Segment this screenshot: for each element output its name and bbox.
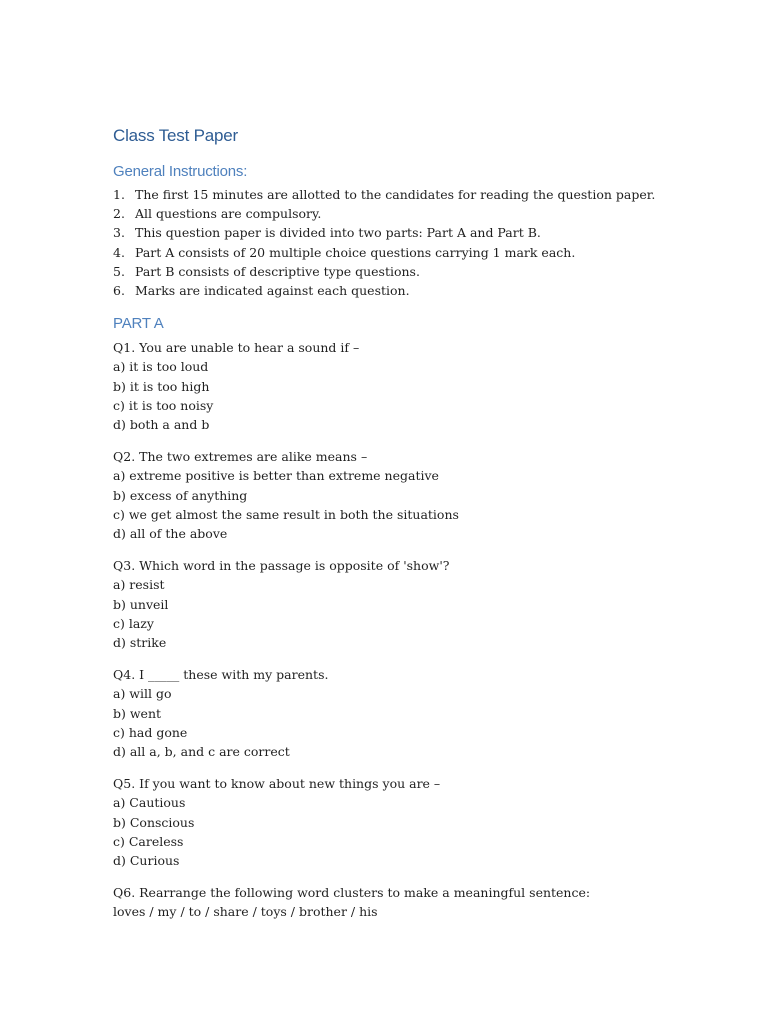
question-q2 — [113, 447, 733, 543]
instruction-text: Part B consists of descriptive type questions. — [135, 263, 420, 279]
question-prompt: Q6. Rearrange the following word clusters to make a meaningful sentence: — [113, 885, 591, 901]
answer-option: c) had gone — [113, 724, 188, 740]
document-page — [113, 124, 733, 922]
answer-option: a) will go — [113, 686, 172, 702]
instruction-number: 2. — [113, 206, 125, 222]
instruction-text: Part A consists of 20 multiple choice questions carrying 1 mark each. — [135, 244, 576, 260]
instruction-number: 4. — [113, 244, 125, 260]
answer-option: a) extreme positive is better than extreme negative — [113, 468, 439, 484]
instruction-text: Marks are indicated against each question. — [135, 282, 410, 298]
answer-option: a) it is too loud — [113, 359, 209, 375]
instruction-item — [113, 185, 733, 204]
answer-option: b) unveil — [113, 596, 169, 612]
instruction-number: 6. — [113, 282, 125, 298]
instruction-text: The first 15 minutes are allotted to the candidates for reading the question paper. — [135, 187, 656, 202]
answer-option: b) it is too high — [113, 378, 210, 394]
instruction-item — [113, 204, 733, 223]
page-title: Class Test Paper — [113, 126, 238, 145]
answer-option: c) Careless — [113, 833, 184, 849]
instruction-item — [113, 243, 733, 262]
questions-list — [113, 338, 733, 922]
question-prompt: Q5. If you want to know about new things you are – — [113, 776, 441, 792]
part-a-heading: PART A — [113, 315, 164, 333]
answer-option: c) we get almost the same result in both the situations — [113, 507, 459, 522]
question-q4 — [113, 665, 733, 761]
answer-option: d) all of the above — [113, 526, 228, 542]
question-q5 — [113, 774, 733, 870]
instruction-item — [113, 223, 733, 242]
question-q3 — [113, 556, 733, 652]
answer-option: c) it is too noisy — [113, 398, 214, 414]
instruction-text: This question paper is divided into two parts: Part A and Part B. — [135, 225, 541, 241]
instructions-list — [113, 185, 733, 300]
question-prompt: Q2. The two extremes are alike means – — [113, 449, 368, 465]
answer-option: d) all a, b, and c are correct — [113, 744, 290, 760]
answer-option: a) resist — [113, 577, 165, 593]
answer-option: d) strike — [113, 635, 167, 651]
word-clusters: loves / my / to / share / toys / brother / his — [113, 904, 378, 920]
question-q6 — [113, 883, 733, 922]
question-q1 — [113, 338, 733, 434]
answer-option: c) lazy — [113, 615, 154, 631]
question-prompt: Q3. Which word in the passage is opposite of 'show'? — [113, 558, 450, 574]
answer-option: a) Cautious — [113, 795, 186, 811]
instruction-item — [113, 262, 733, 281]
instruction-number: 5. — [113, 263, 125, 279]
answer-option: d) both a and b — [113, 417, 210, 433]
answer-option: d) Curious — [113, 853, 180, 869]
answer-option: b) went — [113, 705, 162, 721]
question-prompt: Q1. You are unable to hear a sound if – — [113, 340, 360, 356]
instruction-number: 3. — [113, 225, 125, 241]
instruction-number: 1. — [113, 187, 125, 202]
answer-option: b) excess of anything — [113, 487, 248, 503]
instructions-heading: General Instructions: — [113, 163, 248, 180]
instruction-text: All questions are compulsory. — [135, 206, 322, 222]
instruction-item — [113, 281, 733, 300]
answer-option: b) Conscious — [113, 814, 195, 830]
question-prompt: Q4. I _____ these with my parents. — [113, 667, 329, 683]
